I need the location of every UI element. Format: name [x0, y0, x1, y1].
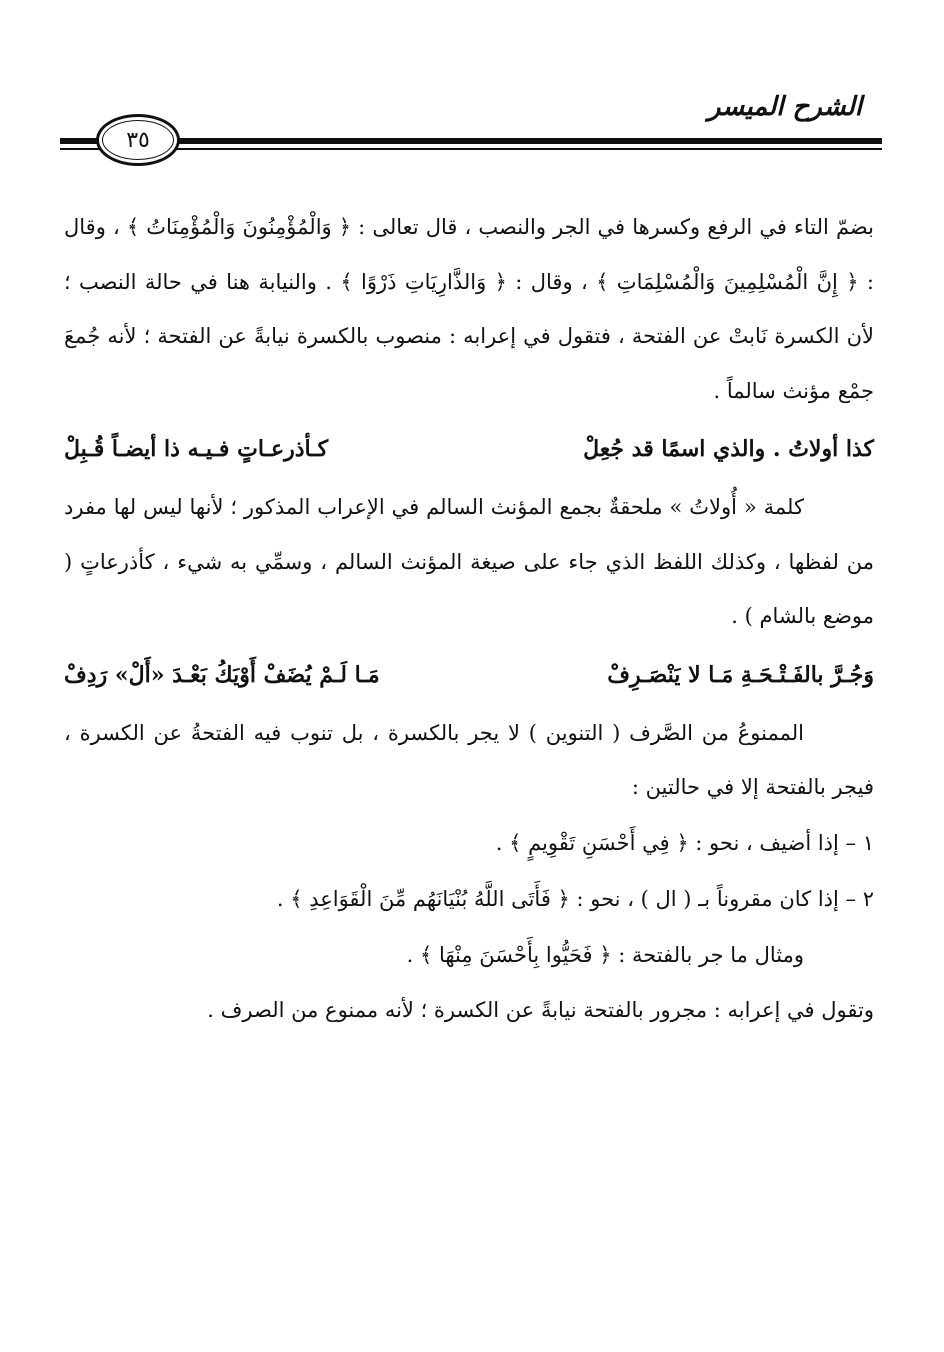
- poem-verse-2: [64, 644, 874, 706]
- page-number-badge: [96, 114, 180, 166]
- paragraph-2: كلمة « أُولاتُ » ملحقةٌ بجمع المؤنث السالم في الإعراب المذكور ؛ لأنها ليس لها مفرد من لفظها ، وكذلك اللفظ الذي جاء على صيغة المؤنث السالم ، وسمِّي به شيء ، كأذرعاتٍ ( موضع بالشام ) .: [64, 495, 874, 628]
- page-number: ٣٥: [126, 127, 150, 153]
- header-rule-thin: [60, 148, 882, 150]
- verse-1-first-hemistich: كذا أولاتُ . والذي اسمًا قد جُعِلْ: [583, 436, 874, 462]
- verse-1-second-hemistich: كـأذرعـاتٍ فـيـه ذا أيضـاً قُـبِلْ: [64, 436, 329, 462]
- page-content: [64, 200, 874, 1037]
- verse-2-first-hemistich: وَجُـرَّ بالفَـتْـحَـةِ مَـا لا يَنْصَـرِفْ: [607, 661, 874, 688]
- page-header: [60, 92, 882, 164]
- verse-2-second-hemistich: مَـا لَـمْ يُضَفْ أَوْيَكُ بَعْـدَ «أَلْ» رَدِفْ: [64, 661, 380, 688]
- book-title: الشرح الميسر: [707, 92, 862, 122]
- paragraph-3: الممنوعُ من الصَّرف ( التنوين ) لا يجر بالكسرة ، بل تنوب فيه الفتحةُ عن الكسرة ، فيجر بالفتحة إلا في حالتين :: [64, 720, 874, 799]
- list-item-2: ٢ – إذا كان مقروناً بـ ( ال ) ، نحو : ﴿ فَأَتَى اللَّهُ بُنْيَانَهُم مِّنَ الْقَوَاعِدِ ﴾ .: [276, 886, 874, 911]
- paragraph-1: بضمّ التاء في الرفع وكسرها في الجر والنصب ، قال تعالى : ﴿ وَالْمُؤْمِنُونَ وَالْمُؤْمِنَاتُ ﴾ ، وقال : ﴿ إِنَّ الْمُسْلِمِينَ وَالْمُسْلِمَاتِ ﴾ ، وقال : ﴿ وَالذَّارِيَاتِ ذَرْوًا ﴾ . والنيابة هنا في حالة النصب ؛ لأن الكسرة نَابتْ عن الفتحة ، فتقول في إعرابه : منصوب بالكسرة نيابةً عن الفتحة ؛ لأنه جُمعَ جمْع مؤنث سالماً .: [64, 215, 874, 403]
- header-rule-thick: [60, 138, 882, 144]
- paragraph-4: وتقول في إعرابه : مجرور بالفتحة نيابةً عن الكسرة ؛ لأنه ممنوع من الصرف .: [207, 997, 874, 1022]
- list-item-1: ١ – إذا أضيف ، نحو : ﴿ فِي أَحْسَنِ تَقْوِيمٍ ﴾ .: [495, 830, 874, 855]
- poem-verse-1: [64, 418, 874, 480]
- example-line: ومثال ما جر بالفتحة : ﴿ فَحَيُّوا بِأَحْسَنَ مِنْهَا ﴾ .: [406, 942, 804, 967]
